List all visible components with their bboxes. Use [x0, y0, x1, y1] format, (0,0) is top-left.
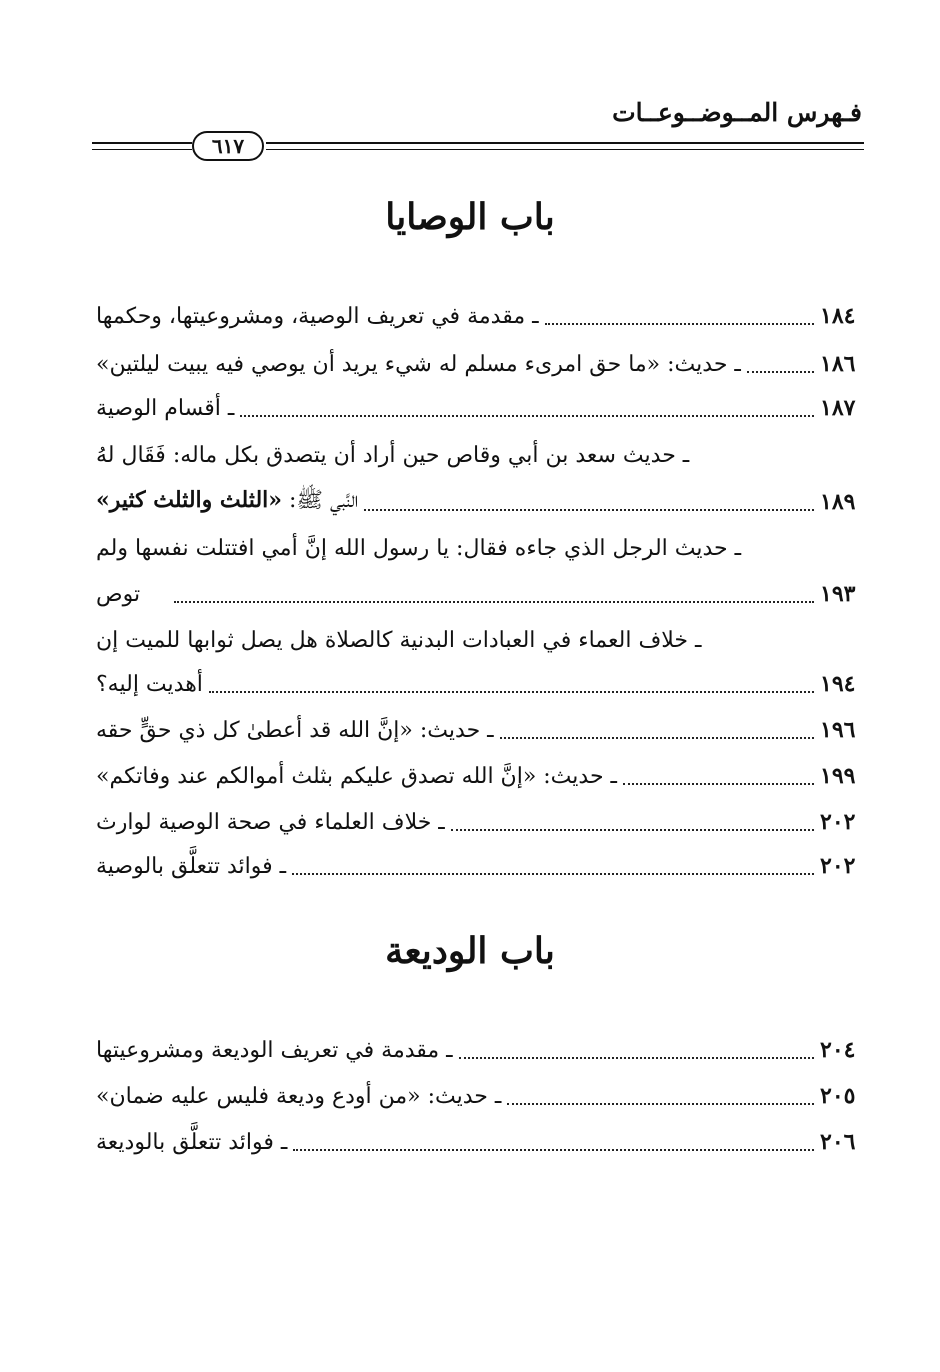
toc-entry[interactable] — [96, 345, 864, 383]
leader-dots — [174, 601, 814, 603]
toc-entry-text: ـ فوائد تتعلَّق بالوصية — [96, 853, 287, 879]
leader-dots — [293, 1149, 814, 1151]
toc-entry-text: ـ حديث: «إنَّ الله تصدق عليكم بثلث أموالكم عند وفاتكم» — [96, 763, 617, 789]
toc-entry[interactable] — [96, 847, 864, 885]
leader-dots — [364, 509, 814, 511]
leader-dots — [451, 829, 814, 831]
leader-dots — [507, 1103, 814, 1105]
toc-entry-text: ـ حديث: «إنَّ الله قد أعطىٰ كل ذي حقٍّ حقه — [96, 717, 494, 743]
toc-entry-text: ـ مقدمة في تعريف الوديعة ومشروعيتها — [96, 1037, 453, 1063]
toc-entry-text: توص — [96, 581, 141, 607]
toc-entry[interactable] — [96, 1031, 864, 1069]
toc-entry-text: ـ خلاف العلماء في صحة الوصية لوارث — [96, 809, 445, 835]
leader-dots — [240, 415, 814, 417]
leader-dots — [459, 1057, 814, 1059]
toc-entry-text: ـ خلاف العماء في العبادات البدنية كالصلاة هل يصل ثوابها للميت إن — [96, 627, 702, 653]
toc-entry[interactable] — [96, 757, 864, 795]
toc-entry-text: أهديت إليه؟ — [96, 671, 203, 697]
toc-page-number: ٢٠٢ — [820, 853, 856, 879]
chapter-title: باب الوديعة — [385, 930, 555, 972]
toc-entry-continued[interactable] — [96, 621, 864, 659]
toc-entry[interactable] — [96, 1123, 864, 1161]
toc-page-number: ١٨٦ — [820, 351, 856, 377]
header-rule-left-bottom — [92, 149, 192, 150]
toc-page-number: ٢٠٥ — [820, 1083, 856, 1109]
header-rule-right-top — [266, 142, 864, 144]
toc-entry-text: ـ حديث الرجل الذي جاءه فقال: يا رسول الله إنَّ أمي افتتلت نفسها ولم — [96, 535, 742, 561]
toc-page-number: ١٨٩ — [820, 489, 856, 515]
toc-entry[interactable] — [96, 389, 864, 427]
toc-entry-text: ـ أقسام الوصية — [96, 395, 235, 421]
toc-page-number: ٢٠٤ — [820, 1037, 856, 1063]
toc-page-number: ١٨٤ — [820, 303, 856, 329]
toc-entry[interactable] — [96, 1077, 864, 1115]
leader-dots — [209, 691, 814, 693]
header-rule-left-top — [92, 142, 192, 144]
toc-entry-text: ـ فوائد تتعلَّق بالوديعة — [96, 1129, 288, 1155]
toc-entry-text: ـ مقدمة في تعريف الوصية، ومشروعيتها، وحكمها — [96, 303, 539, 329]
toc-entry-text: ـ حديث سعد بن أبي وقاص حين أراد أن يتصدق بكل ماله: فَقَال لهُ — [96, 442, 690, 468]
toc-entry-continued[interactable] — [96, 529, 864, 567]
leader-dots — [623, 783, 814, 785]
toc-entry-continued[interactable] — [96, 436, 864, 474]
toc-entry-text-plain: النَّبي ﷺ: — [282, 488, 359, 513]
toc-page-number: ٢٠٦ — [820, 1129, 856, 1155]
toc-entry[interactable] — [96, 575, 864, 613]
header-rule-right-bottom — [266, 149, 864, 150]
toc-entry[interactable] — [96, 483, 864, 521]
page-number: ٦١٧ — [192, 131, 264, 161]
toc-page-number: ١٩٤ — [820, 671, 856, 697]
toc-page-number: ١٩٩ — [820, 763, 856, 789]
chapter-title: باب الوصايا — [385, 196, 555, 238]
toc-page-number: ١٨٧ — [820, 395, 856, 421]
toc-page-number: ١٩٦ — [820, 717, 856, 743]
toc-entry-text-bold: «الثلث والثلث كثير» — [96, 487, 283, 513]
running-title: فـهرس المــوضــوعــات — [612, 98, 862, 127]
toc-entry-text: ـ حديث: «ما حق امرىء مسلم له شيء يريد أن يوصي فيه يبيت ليلتين» — [96, 351, 741, 377]
leader-dots — [545, 323, 814, 325]
toc-entry[interactable] — [96, 297, 864, 335]
leader-dots — [747, 371, 814, 373]
toc-entry[interactable] — [96, 665, 864, 703]
toc-entry[interactable] — [96, 803, 864, 841]
toc-page-number: ١٩٣ — [820, 581, 856, 607]
leader-dots — [500, 737, 814, 739]
toc-entry-text: ـ حديث: «من أودع وديعة فليس عليه ضمان» — [96, 1083, 502, 1109]
toc-page-number: ٢٠٢ — [820, 809, 856, 835]
toc-entry-text — [96, 486, 358, 518]
leader-dots — [292, 873, 814, 875]
toc-entry[interactable] — [96, 711, 864, 749]
